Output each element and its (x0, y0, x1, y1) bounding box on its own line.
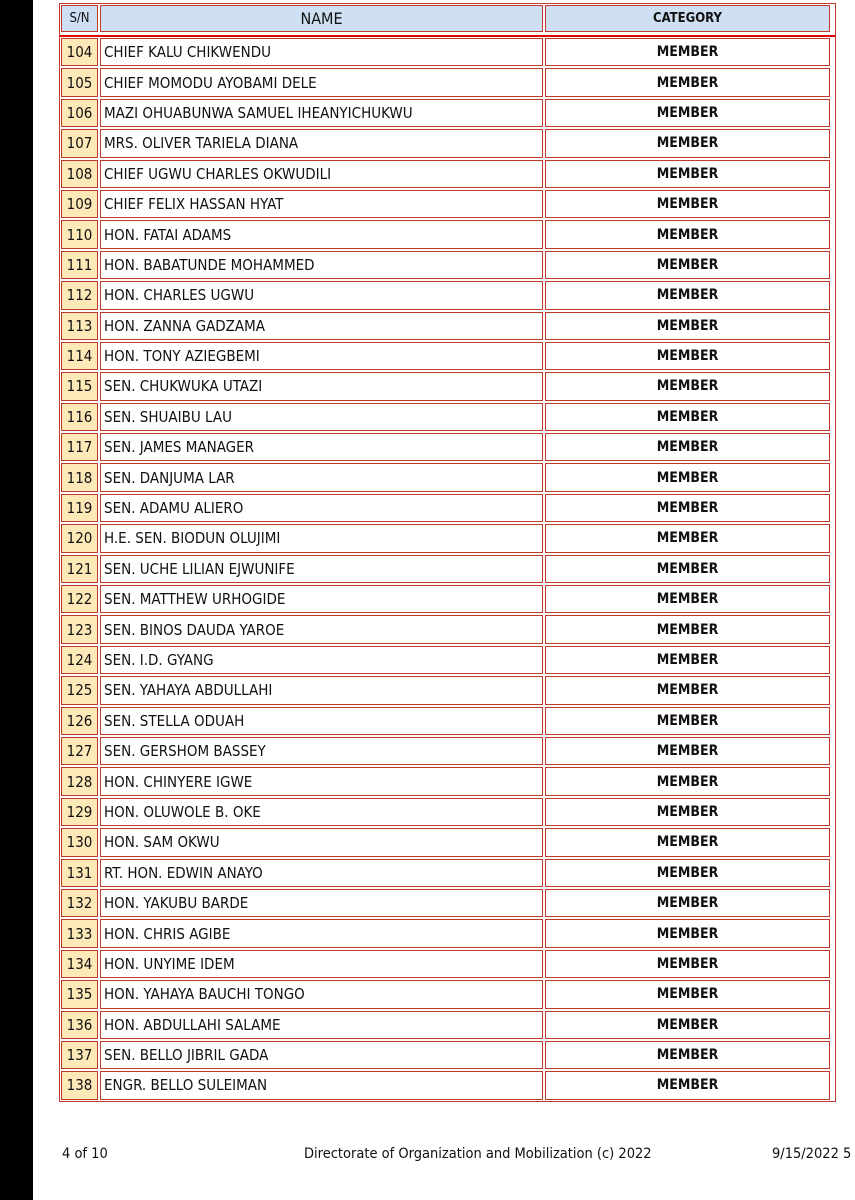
sn-cell: 129 (61, 798, 98, 826)
sn-cell: 111 (61, 251, 98, 279)
name-cell: HON. BABATUNDE MOHAMMED (100, 251, 543, 279)
table-row (60, 371, 835, 401)
footer-page-number: 4 of 10 (62, 1146, 108, 1162)
category-cell: MEMBER (545, 372, 830, 400)
name-cell: SEN. YAHAYA ABDULLAHI (100, 676, 543, 704)
category-cell: MEMBER (545, 38, 830, 66)
table-row (60, 98, 835, 128)
sn-cell: 120 (61, 524, 98, 552)
category-cell: MEMBER (545, 160, 830, 188)
name-cell: SEN. GERSHOM BASSEY (100, 737, 543, 765)
sn-cell: 137 (61, 1041, 98, 1069)
sn-cell: 113 (61, 312, 98, 340)
table-row (60, 949, 835, 979)
table-row (60, 1010, 835, 1040)
table-row (60, 584, 835, 614)
table-row (60, 250, 835, 280)
table-row (60, 462, 835, 492)
name-cell: H.E. SEN. BIODUN OLUJIMI (100, 524, 543, 552)
sn-cell: 130 (61, 828, 98, 856)
table-row (60, 523, 835, 553)
name-cell: CHIEF UGWU CHARLES OKWUDILI (100, 160, 543, 188)
table-row (60, 402, 835, 432)
name-cell: SEN. SHUAIBU LAU (100, 403, 543, 431)
name-cell: CHIEF MOMODU AYOBAMI DELE (100, 68, 543, 96)
name-cell: HON. CHARLES UGWU (100, 281, 543, 309)
table-row (60, 37, 835, 67)
sn-cell: 136 (61, 1011, 98, 1039)
name-cell: SEN. BINOS DAUDA YAROE (100, 615, 543, 643)
sn-cell: 138 (61, 1071, 98, 1099)
sn-cell: 131 (61, 859, 98, 887)
name-cell: HON. ABDULLAHI SALAME (100, 1011, 543, 1039)
table-row (60, 128, 835, 158)
sn-cell: 118 (61, 463, 98, 491)
table-row (60, 341, 835, 371)
table-row (60, 280, 835, 310)
table-row (60, 888, 835, 918)
footer-directorate: Directorate of Organization and Mobilization (c) 2022 (304, 1146, 652, 1162)
sn-cell: 123 (61, 615, 98, 643)
category-cell: MEMBER (545, 494, 830, 522)
member-table (59, 3, 836, 1102)
name-cell: HON. CHRIS AGIBE (100, 919, 543, 947)
category-cell: MEMBER (545, 1071, 830, 1099)
category-cell: MEMBER (545, 524, 830, 552)
table-row (60, 189, 835, 219)
table-row (60, 918, 835, 948)
category-cell: MEMBER (545, 889, 830, 917)
sn-cell: 122 (61, 585, 98, 613)
category-cell: MEMBER (545, 767, 830, 795)
table-row (60, 1040, 835, 1070)
table-row (60, 979, 835, 1009)
table-row (60, 858, 835, 888)
category-cell: MEMBER (545, 555, 830, 583)
table-row (60, 797, 835, 827)
sn-cell: 105 (61, 68, 98, 96)
name-cell: SEN. STELLA ODUAH (100, 707, 543, 735)
table-row (60, 311, 835, 341)
sn-cell: 135 (61, 980, 98, 1008)
sn-cell: 114 (61, 342, 98, 370)
name-cell: HON. OLUWOLE B. OKE (100, 798, 543, 826)
category-cell: MEMBER (545, 859, 830, 887)
name-cell: HON. UNYIME IDEM (100, 950, 543, 978)
name-cell: SEN. ADAMU ALIERO (100, 494, 543, 522)
table-row (60, 645, 835, 675)
category-cell: MEMBER (545, 342, 830, 370)
sn-cell: 108 (61, 160, 98, 188)
table-row (60, 493, 835, 523)
name-cell: MAZI OHUABUNWA SAMUEL IHEANYICHUKWU (100, 99, 543, 127)
category-cell: MEMBER (545, 281, 830, 309)
category-cell: MEMBER (545, 1041, 830, 1069)
category-cell: MEMBER (545, 129, 830, 157)
name-cell: SEN. CHUKWUKA UTAZI (100, 372, 543, 400)
table-row (60, 554, 835, 584)
name-cell: HON. ZANNA GADZAMA (100, 312, 543, 340)
category-cell: MEMBER (545, 828, 830, 856)
name-cell: HON. FATAI ADAMS (100, 220, 543, 248)
category-cell: MEMBER (545, 919, 830, 947)
category-cell: MEMBER (545, 99, 830, 127)
name-cell: HON. SAM OKWU (100, 828, 543, 856)
sn-cell: 121 (61, 555, 98, 583)
name-cell: CHIEF FELIX HASSAN HYAT (100, 190, 543, 218)
sn-cell: 109 (61, 190, 98, 218)
name-cell: SEN. MATTHEW URHOGIDE (100, 585, 543, 613)
table-row (60, 67, 835, 97)
category-cell: MEMBER (545, 798, 830, 826)
name-cell: HON. YAKUBU BARDE (100, 889, 543, 917)
table-row (60, 766, 835, 796)
name-cell: CHIEF KALU CHIKWENDU (100, 38, 543, 66)
sn-cell: 133 (61, 919, 98, 947)
category-cell: MEMBER (545, 676, 830, 704)
category-cell: MEMBER (545, 707, 830, 735)
name-cell: HON. YAHAYA BAUCHI TONGO (100, 980, 543, 1008)
category-cell: MEMBER (545, 646, 830, 674)
sn-cell: 126 (61, 707, 98, 735)
footer-date: 9/15/2022 5 (772, 1146, 852, 1162)
table-row (60, 219, 835, 249)
sn-cell: 125 (61, 676, 98, 704)
sn-cell: 117 (61, 433, 98, 461)
sn-cell: 116 (61, 403, 98, 431)
name-cell: SEN. I.D. GYANG (100, 646, 543, 674)
category-cell: MEMBER (545, 585, 830, 613)
category-cell: MEMBER (545, 980, 830, 1008)
sn-cell: 127 (61, 737, 98, 765)
table-row (60, 827, 835, 857)
sn-cell: 119 (61, 494, 98, 522)
category-cell: MEMBER (545, 1011, 830, 1039)
category-cell: MEMBER (545, 312, 830, 340)
name-cell: ENGR. BELLO SULEIMAN (100, 1071, 543, 1099)
sn-cell: 128 (61, 767, 98, 795)
category-cell: MEMBER (545, 463, 830, 491)
sn-cell: 106 (61, 99, 98, 127)
category-cell: MEMBER (545, 950, 830, 978)
table-body (60, 37, 835, 1101)
table-row (60, 706, 835, 736)
table-row (60, 1070, 835, 1100)
header-name: NAME (100, 5, 543, 32)
table-row (60, 432, 835, 462)
table-row (60, 736, 835, 766)
sn-cell: 110 (61, 220, 98, 248)
name-cell: SEN. DANJUMA LAR (100, 463, 543, 491)
category-cell: MEMBER (545, 190, 830, 218)
category-cell: MEMBER (545, 403, 830, 431)
category-cell: MEMBER (545, 433, 830, 461)
sn-cell: 115 (61, 372, 98, 400)
sn-cell: 104 (61, 38, 98, 66)
header-sn: S/N (61, 5, 98, 32)
page-edge (0, 0, 33, 1200)
header-category: CATEGORY (545, 5, 830, 32)
category-cell: MEMBER (545, 68, 830, 96)
name-cell: MRS. OLIVER TARIELA DIANA (100, 129, 543, 157)
name-cell: SEN. JAMES MANAGER (100, 433, 543, 461)
category-cell: MEMBER (545, 737, 830, 765)
table-row (60, 614, 835, 644)
name-cell: SEN. BELLO JIBRIL GADA (100, 1041, 543, 1069)
name-cell: HON. CHINYERE IGWE (100, 767, 543, 795)
sn-cell: 107 (61, 129, 98, 157)
sn-cell: 112 (61, 281, 98, 309)
sn-cell: 134 (61, 950, 98, 978)
category-cell: MEMBER (545, 220, 830, 248)
sn-cell: 132 (61, 889, 98, 917)
sn-cell: 124 (61, 646, 98, 674)
name-cell: RT. HON. EDWIN ANAYO (100, 859, 543, 887)
category-cell: MEMBER (545, 251, 830, 279)
table-header-row (60, 4, 835, 37)
table-row (60, 675, 835, 705)
table-row (60, 159, 835, 189)
category-cell: MEMBER (545, 615, 830, 643)
name-cell: HON. TONY AZIEGBEMI (100, 342, 543, 370)
name-cell: SEN. UCHE LILIAN EJWUNIFE (100, 555, 543, 583)
